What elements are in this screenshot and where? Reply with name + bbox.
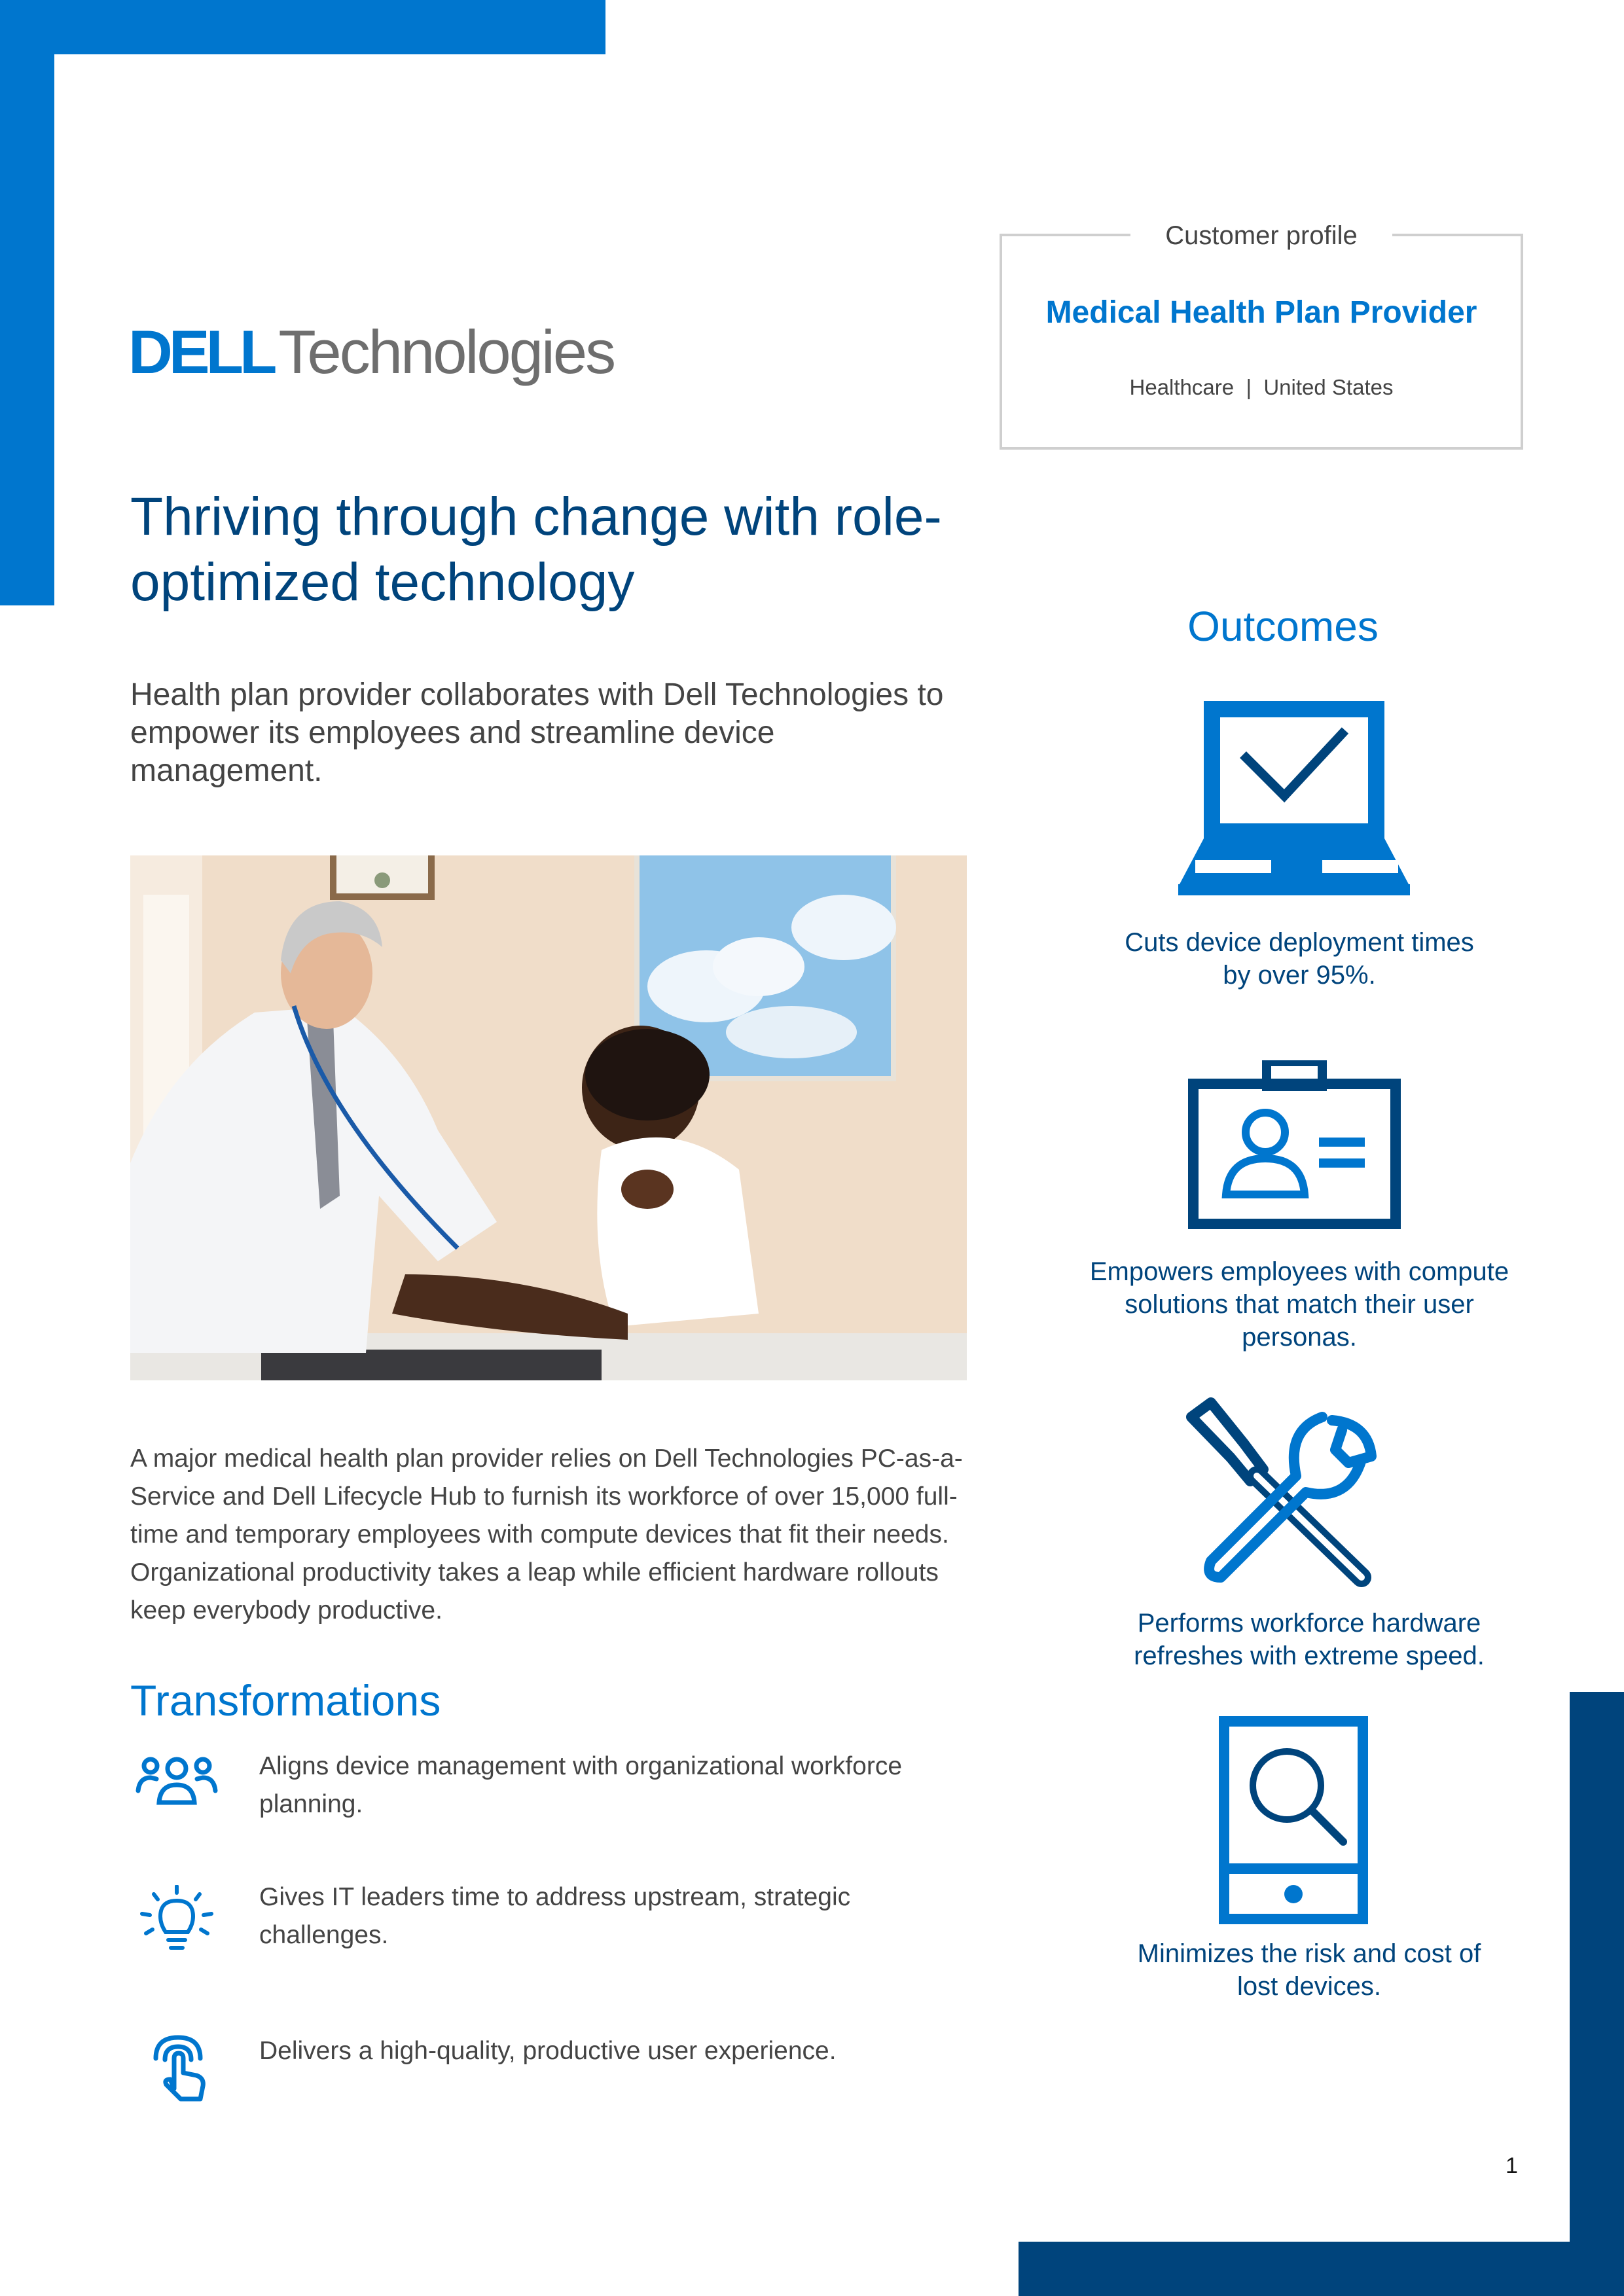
transformation-item-3: Delivers a high-quality, productive user experience. bbox=[259, 2037, 837, 2065]
logo-dell-wordmark: DELL bbox=[128, 317, 274, 386]
bottom-accent-bar bbox=[1019, 2242, 1624, 2296]
outcome-caption-1: Cuts device deployment times by over 95%. bbox=[1125, 928, 1474, 990]
laptop-check-icon bbox=[1178, 699, 1410, 895]
outcome-caption-3: Performs workforce hardware refreshes with extreme speed. bbox=[1134, 1609, 1485, 1670]
doctor-examining-child-photo bbox=[130, 855, 967, 1380]
dell-technologies-logo bbox=[128, 313, 614, 391]
people-group-icon bbox=[134, 1749, 219, 1814]
right-accent-bar bbox=[1570, 1692, 1624, 2296]
transformation-item-2: Gives IT leaders time to address upstream, strategic challenges. bbox=[259, 1883, 851, 1949]
left-accent-bar bbox=[0, 0, 54, 605]
top-left-accent-bar bbox=[0, 0, 605, 54]
outcomes-heading: Outcomes bbox=[1187, 603, 1379, 650]
outcome-caption-4: Minimizes the risk and cost of lost devices. bbox=[1137, 1939, 1481, 2001]
page-title: Thriving through change with role-optimized technology bbox=[130, 487, 942, 612]
intro-paragraph: Health plan provider collaborates with Dell Technologies to empower its employees and streamline device management. bbox=[130, 677, 944, 788]
logo-technologies-wordmark: Technologies bbox=[278, 317, 615, 386]
id-badge-icon bbox=[1188, 1060, 1401, 1230]
customer-profile-meta: Healthcare | United States bbox=[1129, 375, 1394, 399]
mobile-search-icon bbox=[1219, 1716, 1368, 1924]
transformations-heading: Transformations bbox=[130, 1676, 441, 1725]
customer-profile-label: Customer profile bbox=[1130, 216, 1392, 255]
page-number: 1 bbox=[1506, 2153, 1518, 2178]
body-paragraph: A major medical health plan provider relies on Dell Technologies PC-as-a-Service and Dell Lifecycle Hub to furnish its workforce of over 15,000 full-time and temporary employees with compute devices that fit their needs. Organizational productivity takes a leap while efficient hardware rollouts keep everybody productive. bbox=[130, 1444, 963, 1624]
customer-profile-title: Medical Health Plan Provider bbox=[1045, 295, 1477, 330]
touch-hand-icon bbox=[144, 2032, 229, 2098]
lightbulb-icon bbox=[134, 1885, 219, 1950]
customer-profile-box bbox=[1000, 234, 1523, 450]
outcome-caption-2: Empowers employees with compute solutions that match their user personas. bbox=[1089, 1257, 1509, 1352]
wrench-screwdriver-icon bbox=[1185, 1397, 1381, 1587]
transformation-item-1: Aligns device management with organizational workforce planning. bbox=[259, 1752, 903, 1818]
